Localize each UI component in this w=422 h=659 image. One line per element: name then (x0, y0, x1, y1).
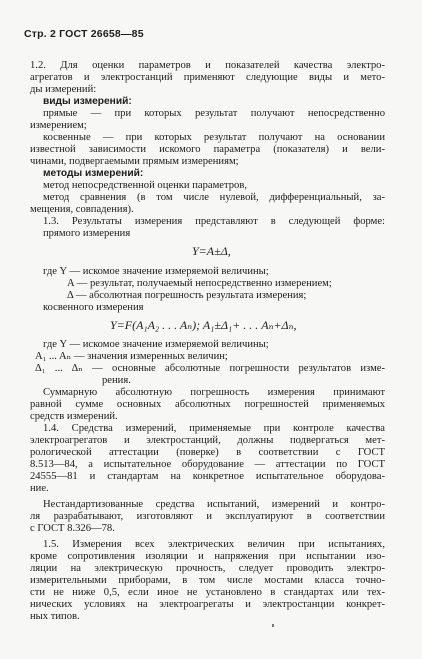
text-line: A — результат, получаемый непосредственно измерением; (67, 278, 332, 289)
text-line: где Y — искомое значение измеряемой величины; (43, 339, 269, 350)
text-line: агрегатов и электростанций применяют следующие виды и мето- (30, 72, 385, 83)
text-line: ние. (30, 483, 49, 494)
text-line: электроагрегатов и электростанций, должны подвергаться мет- (30, 435, 385, 446)
text-line: метод непосредственной оценки параметров, (43, 180, 247, 191)
page-header: Стр. 2 ГОСТ 26658—85 (24, 28, 144, 40)
text-line: рения. (102, 375, 131, 386)
text-line: известной зависимости искомого параметра (показателя) и вели- (30, 144, 385, 155)
text-line: сти не ниже 0,5, если иное не установлено в стандартах или тех- (30, 587, 385, 598)
text-line: мещения, совпадения). (30, 204, 134, 215)
text-line: измерительными приборами, в том числе мостами класса точно- (30, 575, 385, 586)
text-line: косвенного измерения (43, 302, 144, 313)
formula-indirect: Y=F(A₁A₂ . . . Aₙ); A₁±Δ₁+ . . . Aₙ+Δₙ, (110, 318, 297, 332)
subheading: виды измерений: (43, 96, 132, 107)
text-line: прямые — при которых результат получают непосредственно (43, 108, 385, 119)
text-line: кроме сопротивления изоляции и напряжения при испытании изо- (30, 551, 385, 562)
text-line: с ГОСТ 8.326—78. (30, 523, 115, 534)
text-line: Δ — абсолютная погрешность результата измерения; (67, 290, 307, 301)
text-line: 1.5. Измерения всех электрических величин при испытаниях, (43, 539, 385, 550)
text-line: Суммарную абсолютную погрешность измерения принимают (43, 387, 385, 398)
text-line: 8.513—84, а испытательное оборудование — аттестации по ГОСТ (30, 459, 385, 470)
text-line: рологической аттестации (поверке) в соответствии с ГОСТ (30, 447, 385, 458)
text-line: средств измерений. (30, 411, 118, 422)
text-line: метод сравнения (в том числе нулевой, дифференциальный, за- (43, 192, 385, 203)
text-line: равной сумме основных абсолютных погрешностей применяемых (30, 399, 385, 410)
text-line: прямого измерения (43, 228, 131, 239)
text-line: чинами, подвергаемыми прямым измерениям; (30, 156, 239, 167)
scan-speck (272, 624, 274, 627)
text-line: где Y — искомое значение измеряемой величины; (43, 266, 269, 277)
text-line: 1.3. Результаты измерения представляют в следующей форме: (43, 216, 385, 227)
text-line: ных типов. (30, 611, 80, 622)
subheading: методы измерений: (43, 168, 144, 179)
text-line: 1.4. Средства измерений, применяемые при контроле качества (43, 423, 385, 434)
text-line: косвенные — при которых результат получают на основании (43, 132, 385, 143)
text-line: 24555—81 и стандартам на конкретное испытательное оборудова- (30, 471, 385, 482)
text-line: ды измерений: (30, 84, 97, 95)
text-line: Δ₁ ... Δₙ — основные абсолютные погрешности результатов изме- (35, 363, 385, 374)
text-line: 1.2. Для оценки параметров и показателей качества электро- (30, 60, 385, 71)
text-line: ляции на электрическую прочность, следует проводить электро- (30, 563, 385, 574)
text-line: ля разрабатывают, изготовляют и эксплуатируют в соответствии (30, 511, 385, 522)
formula-direct: Y=A±Δ, (192, 244, 231, 258)
text-line: измерением; (30, 120, 87, 131)
text-line: Нестандартизованные средства испытаний, измерений и контро- (43, 499, 385, 510)
text-line: A₁ ... Aₙ — значения измеренных величин; (35, 351, 228, 362)
text-line: нических условиях на электроагрегаты и электростанции конкрет- (30, 599, 385, 610)
